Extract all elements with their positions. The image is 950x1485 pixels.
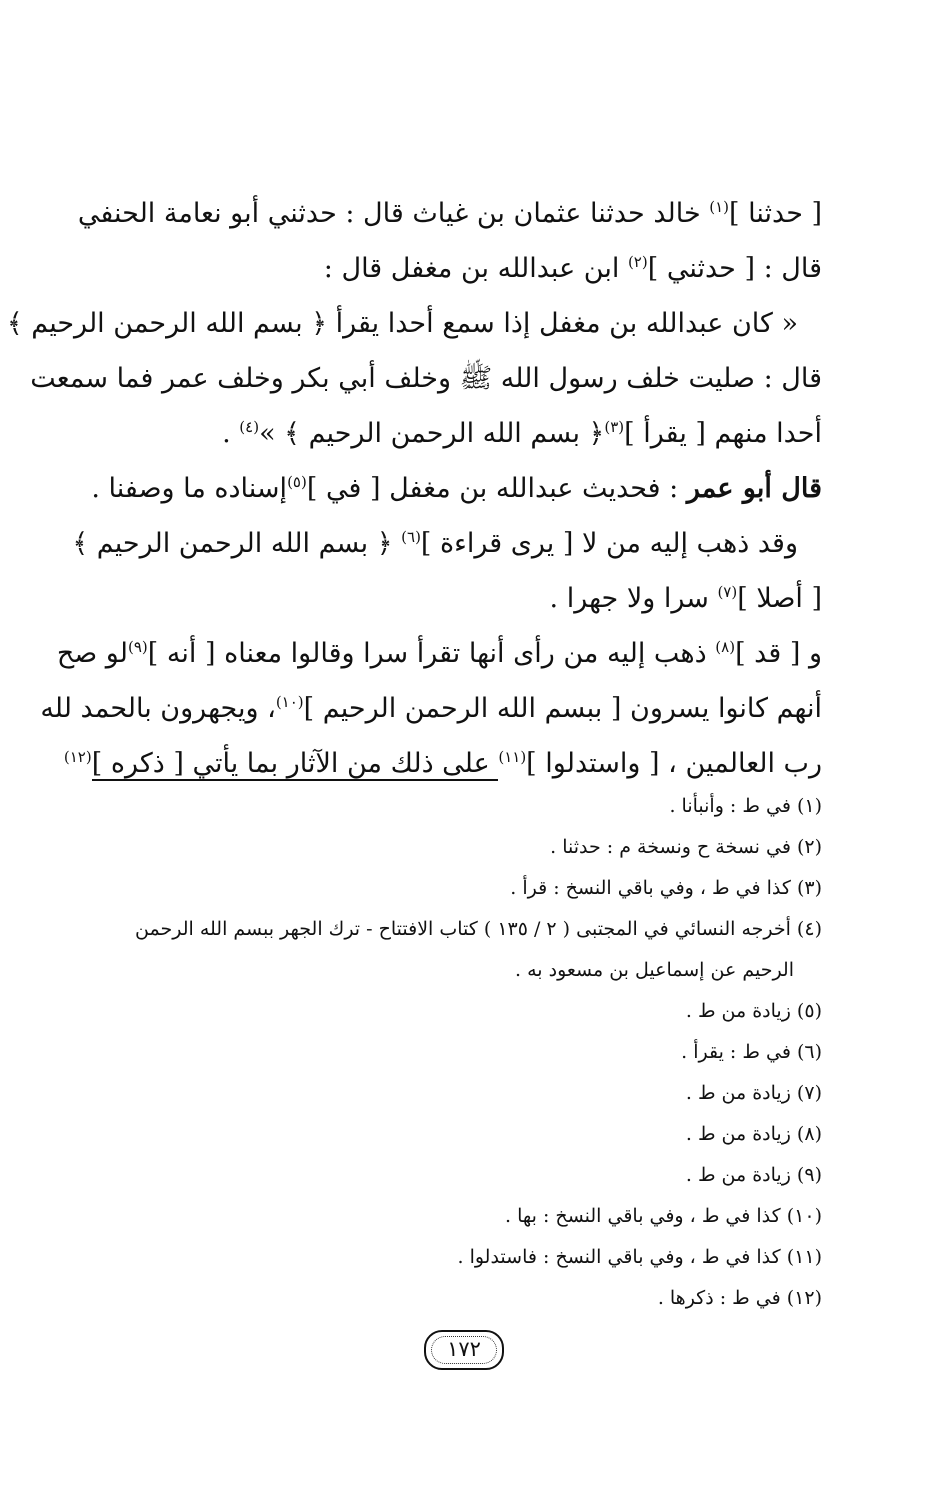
main-text — [6, 186, 822, 791]
text-line-4: قال : صليت خلف رسول الله ﷺ وخلف أبي بكر وخلف عمر فما سمعت — [30, 363, 822, 394]
author-label: قال أبو عمر — [686, 473, 822, 504]
footnote-4-continued: الرحيم عن إسماعيل بن مسعود به . — [515, 959, 794, 981]
text-line-10: أنهم كانوا يسرون [ ببسم الله الرحمن الرحيم ]$^{(١٠)}$، ويجهرون بالحمد لله — [40, 693, 822, 724]
text-line-9: و [ قد ]$^{(٨)}$ ذهب إليه من رأى أنها تقرأ سرا وقالوا معناه [ أنه ]$^{(٩)}$لو صح — [56, 638, 822, 669]
text-line-7: وقد ذهب إليه من لا [ يرى قراءة ]$^{(٦)}$ ﴿ بسم الله الرحمن الرحيم ﴾ — [72, 528, 798, 559]
footnote-9: (٩) زيادة من ط . — [685, 1164, 822, 1186]
footnote-7: (٧) زيادة من ط . — [685, 1082, 822, 1104]
footnote-1: (١) في ط : وأنبأنا . — [669, 795, 822, 817]
footnote-3: (٣) كذا في ط ، وفي باقي النسخ : قرأ . — [510, 877, 822, 899]
footnote-4: (٤) أخرجه النسائي في المجتبى ( ٢ / ١٣٥ ) كتاب الافتتاح - ترك الجهر ببسم الله الرحمن — [135, 918, 822, 940]
page-number: ١٧٢ — [424, 1330, 504, 1370]
text-line-3: « كان عبدالله بن مغفل إذا سمع أحدا يقرأ ﴿ بسم الله الرحمن الرحيم ﴾ — [6, 308, 798, 339]
text-line-5: أحدا منهم [ يقرأ ]$^{(٣)}$﴿ بسم الله الرحمن الرحيم ﴾ »$^{(٤)}$ . — [222, 418, 822, 449]
text-line-2: قال : [ حدثني ]$^{(٢)}$ ابن عبدالله بن مغفل قال : — [323, 253, 822, 284]
footnote-11: (١١) كذا في ط ، وفي باقي النسخ : فاستدلوا . — [457, 1246, 822, 1268]
footnote-8: (٨) زيادة من ط . — [685, 1123, 822, 1145]
footnote-2: (٢) في نسخة ح ونسخة م : حدثنا . — [550, 836, 822, 858]
footnote-6: (٦) في ط : يقرأ . — [681, 1041, 822, 1063]
underlined-text: على ذلك من الآثار بما يأتي [ ذكره ] — [91, 748, 499, 779]
footnote-10: (١٠) كذا في ط ، وفي باقي النسخ : بها . — [505, 1205, 822, 1227]
footnote-12: (١٢) في ط : ذكرها . — [657, 1287, 822, 1309]
text-line-6: قال أبو عمر : فحديث عبدالله بن مغفل [ في ]$^{(٥)}$إسناده ما وصفنا . — [91, 473, 822, 504]
text-line-11: رب العالمين ، [ واستدلوا ]$^{(١١)}$ على ذلك من الآثار بما يأتي [ ذكره ]$^{(١٢)}$ — [63, 748, 822, 779]
text-line-1: [ حدثنا ]$^{(١)}$ خالد حدثنا عثمان بن غياث قال : حدثني أبو نعامة الحنفي — [77, 198, 822, 229]
footnotes — [112, 786, 822, 1319]
footnote-5: (٥) زيادة من ط . — [685, 1000, 822, 1022]
text-line-8: [ أصلا ]$^{(٧)}$ سرا ولا جهرا . — [549, 583, 822, 614]
